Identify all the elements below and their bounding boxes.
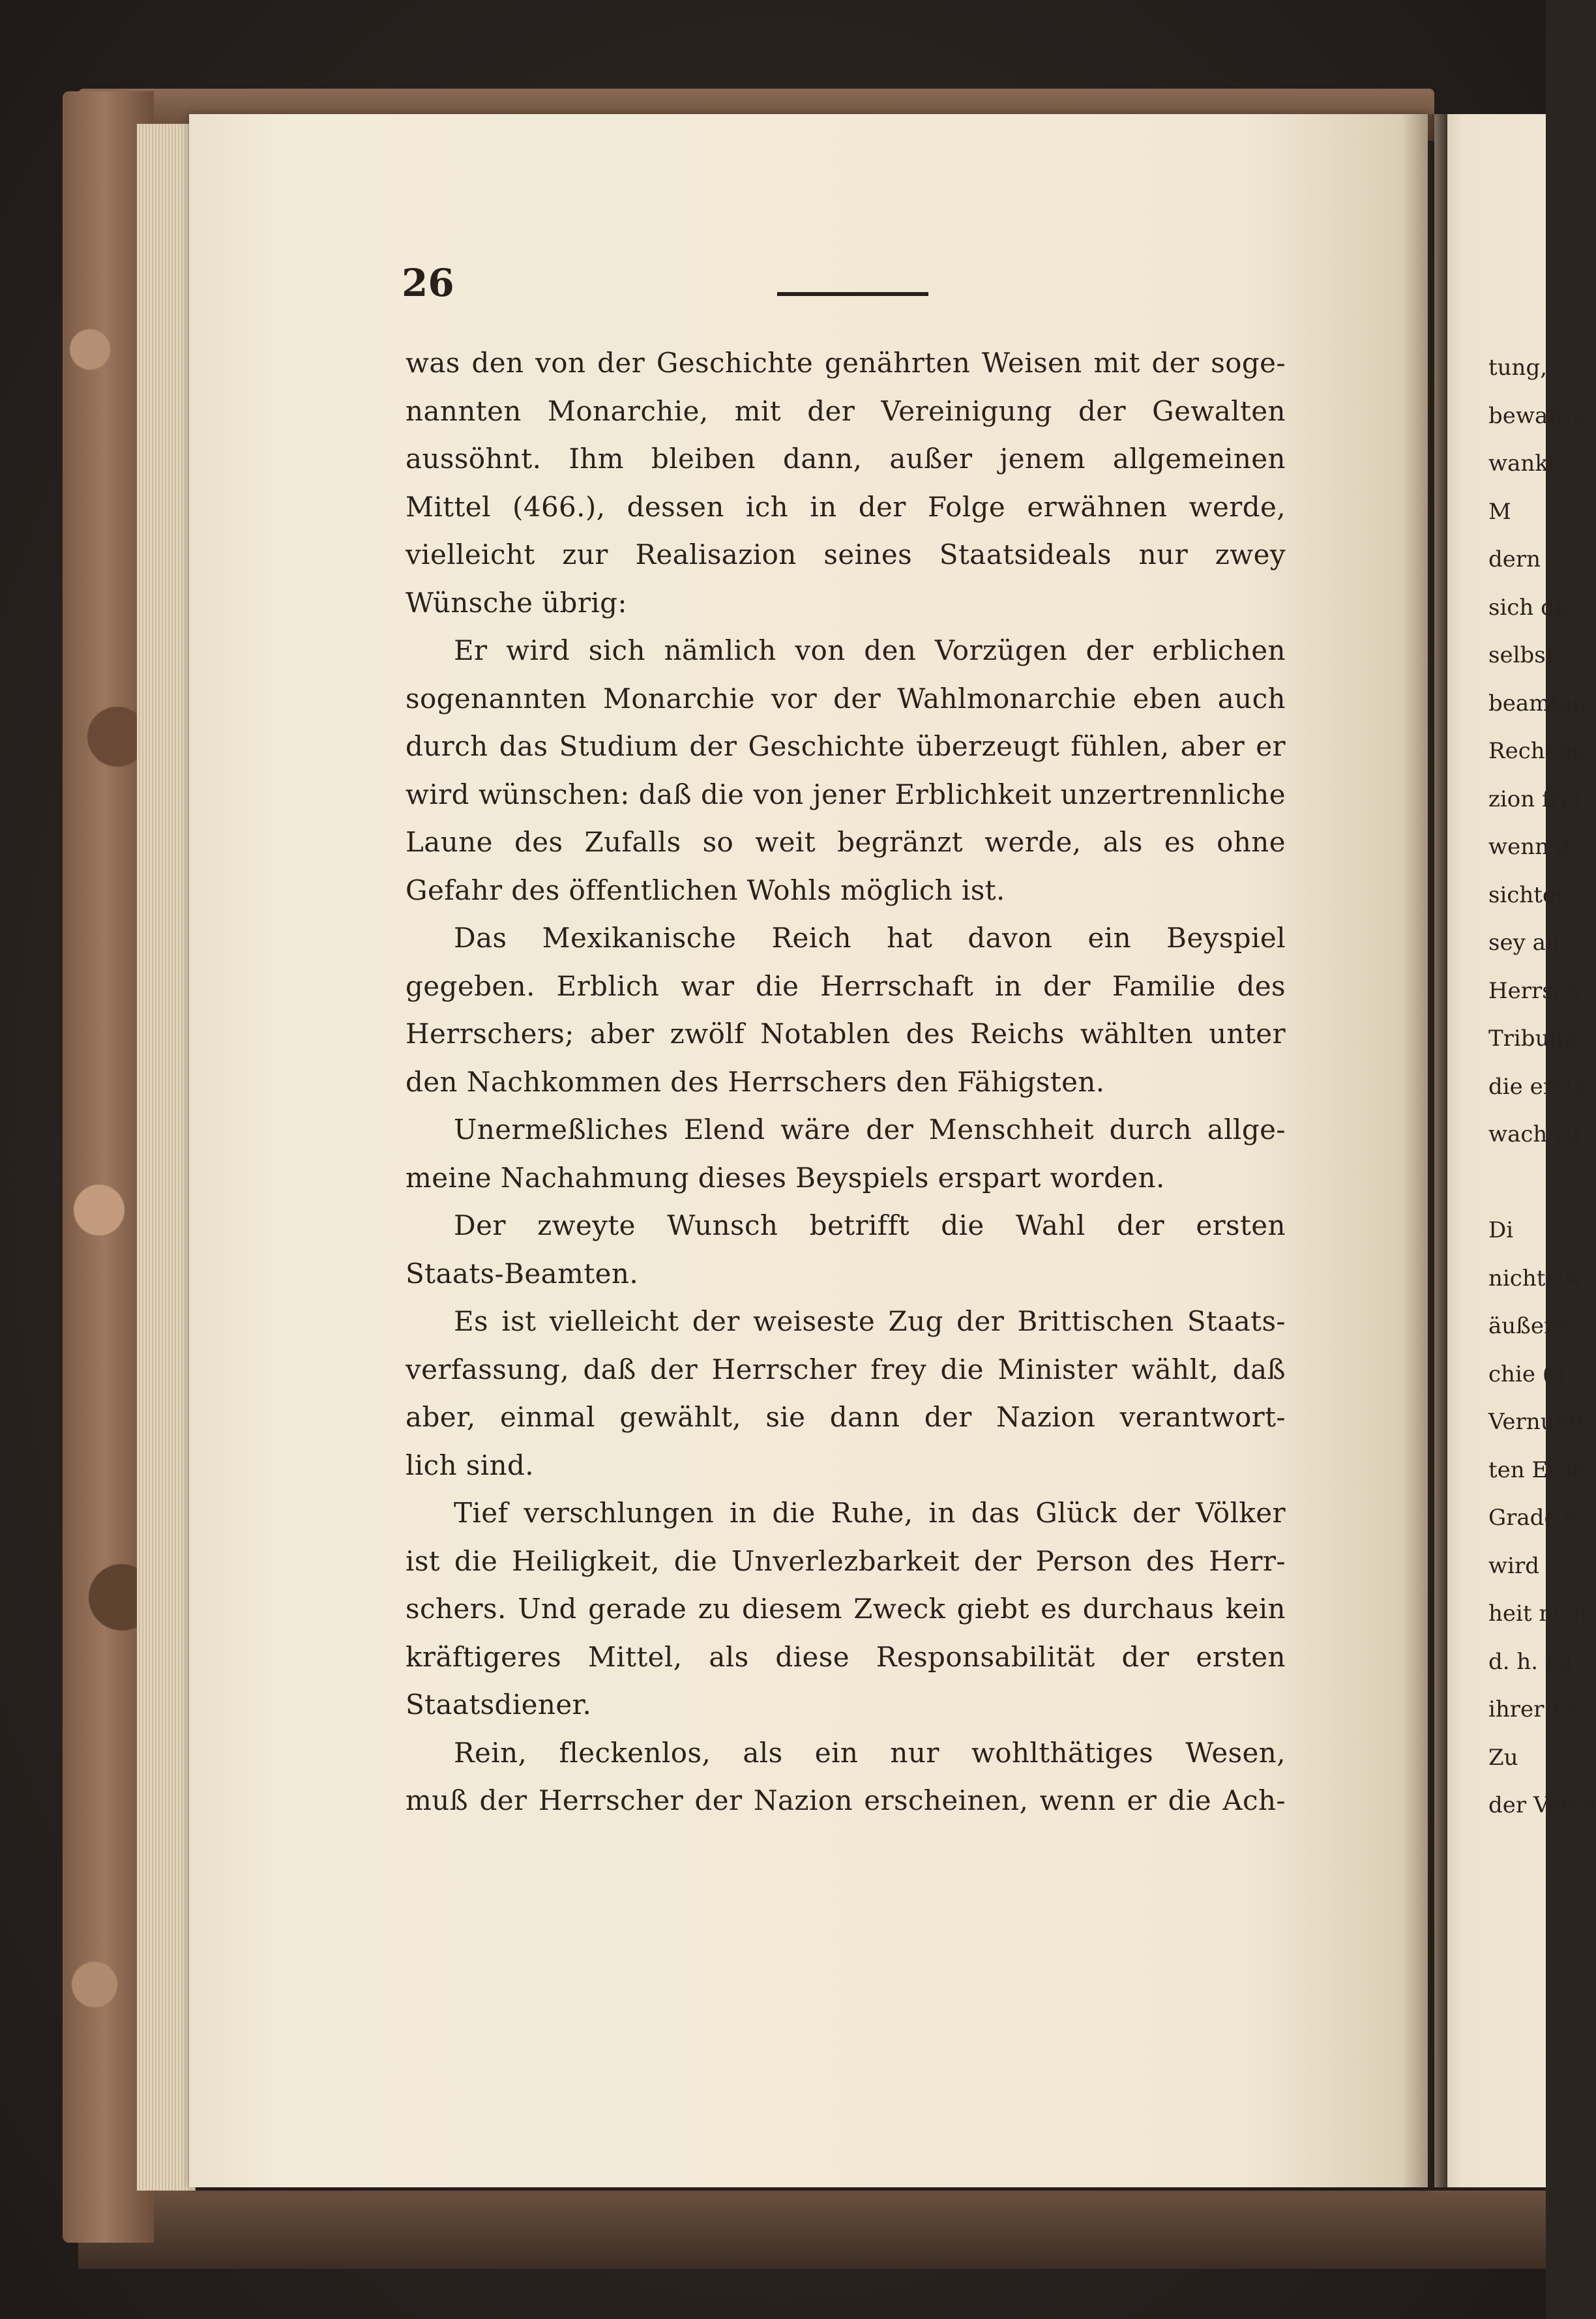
facing-line: wach zu xyxy=(1488,1121,1580,1147)
text-line: Staats-Beamten. xyxy=(406,1257,639,1290)
text-line: Der zweyte Wunsch betrifft die Wahl der ersten xyxy=(454,1209,1286,1241)
text-line: gegeben. Erblich war die Herrschaft in der Familie des xyxy=(406,969,1286,1002)
facing-line: Grade er xyxy=(1488,1505,1588,1531)
facing-line: ten Erde xyxy=(1488,1456,1586,1483)
book-cover-bottom xyxy=(78,2191,1546,2269)
text-line: sogenannten Monarchie vor der Wahlmonarchie eben auch xyxy=(406,682,1286,715)
facing-line: ihrer Fa xyxy=(1488,1696,1578,1722)
text-line: meine Nachahmung dieses Beyspiels erspart worden. xyxy=(406,1161,1165,1194)
facing-line: chie (d xyxy=(1488,1361,1565,1387)
facing-line: wenn d xyxy=(1488,834,1571,860)
facing-line: M xyxy=(1488,498,1511,525)
facing-line: sey au xyxy=(1488,930,1560,956)
facing-line: äußere xyxy=(1488,1313,1568,1339)
facing-line: zion frei xyxy=(1488,786,1581,812)
text-line: Laune des Zufalls so weit begränzt werde, als es ohne xyxy=(406,826,1286,858)
text-line: Das Mexikanische Reich hat davon ein Beyspiel xyxy=(454,922,1286,954)
text-line: Staatsdiener. xyxy=(406,1689,592,1721)
text-line: den Nachkommen des Herrschers den Fähigsten. xyxy=(406,1065,1105,1098)
facing-line: selbst e xyxy=(1488,642,1575,668)
text-line: durch das Studium der Geschichte überzeugt fühlen, aber er xyxy=(406,730,1286,762)
facing-line: d. h. au xyxy=(1488,1648,1573,1675)
facing-line xyxy=(1488,1159,1546,1207)
facing-line: dern xyxy=(1488,546,1541,572)
facing-line: wird – xyxy=(1488,1552,1558,1579)
text-line: Herrschers; aber zwölf Notablen des Reichs wählten unter xyxy=(406,1018,1286,1050)
facing-line: tung, xyxy=(1488,355,1548,381)
text-line: was den von der Geschichte genährten Weisen mit der soge- xyxy=(406,347,1286,379)
facing-line: Rechens xyxy=(1488,738,1584,764)
facing-line: Di xyxy=(1488,1217,1514,1243)
text-line: ist die Heiligkeit, die Unverlezbarkeit der Person des Herr- xyxy=(406,1544,1286,1577)
facing-line: nicht zw xyxy=(1488,1265,1584,1292)
facing-line: Tribuna xyxy=(1488,1026,1577,1052)
text-line: lich sind. xyxy=(406,1449,535,1481)
text-line: aussöhnt. Ihm bleiben dann, außer jenem allgemeinen xyxy=(406,443,1286,475)
book-gutter-shadow xyxy=(1402,114,1447,2187)
facing-line: Herrsch xyxy=(1488,977,1580,1004)
facing-line: sich die xyxy=(1488,594,1575,621)
text-line: Es ist vielleicht der weiseste Zug der Brittischen Staats- xyxy=(454,1305,1286,1337)
text-line: vielleicht zur Realisazion seines Staatsideals nur zwey xyxy=(406,539,1286,570)
facing-line: heit nich xyxy=(1488,1601,1588,1627)
body-text xyxy=(406,339,1286,1825)
text-line: Er wird sich nämlich von den Vorzügen der erblichen xyxy=(454,634,1286,666)
facing-line: Vernunft xyxy=(1488,1409,1586,1435)
text-line: kräftigeres Mittel, als diese Responsabilität der ersten xyxy=(406,1640,1286,1673)
facing-line: die erste xyxy=(1488,1073,1588,1100)
facing-line: bewahre xyxy=(1488,402,1586,429)
facing-line: sichten xyxy=(1488,881,1570,908)
text-line: Rein, fleckenlos, als ein nur wohlthätiges Wesen, xyxy=(454,1736,1286,1769)
text-line: schers. Und gerade zu diesem Zweck giebt es durchaus kein xyxy=(406,1593,1286,1625)
text-line: Wünsche übrig: xyxy=(406,586,627,619)
page-number: 26 xyxy=(402,261,454,305)
page-edges xyxy=(137,124,196,2191)
text-line: wird wünschen: daß die von jener Erblichkeit unzertrennliche xyxy=(406,778,1286,810)
text-line: nannten Monarchie, mit der Vereinigung der Gewalten xyxy=(406,394,1286,427)
facing-line: der Verso xyxy=(1488,1792,1596,1818)
facing-line: Zu xyxy=(1488,1744,1518,1771)
header-rule xyxy=(777,292,928,296)
text-line: verfassung, daß der Herrscher frey die Minister wählt, daß xyxy=(406,1353,1286,1385)
text-line: Mittel (466.), dessen ich in der Folge erwähnen werde, xyxy=(406,490,1286,523)
facing-page-text xyxy=(1488,344,1596,1830)
facing-line: beamten xyxy=(1488,690,1587,716)
text-line: muß der Herrscher der Nazion erscheinen, wenn er die Ach- xyxy=(406,1784,1286,1816)
facing-line: wankt. xyxy=(1488,451,1565,477)
text-line: Gefahr des öffentlichen Wohls möglich ist. xyxy=(406,874,1005,906)
text-line: aber, einmal gewählt, sie dann der Nazion verantwort- xyxy=(406,1401,1286,1433)
text-line: Unermeßliches Elend wäre der Menschheit durch allge- xyxy=(454,1114,1286,1145)
text-line: Tief verschlungen in die Ruhe, in das Glück der Völker xyxy=(454,1497,1286,1529)
